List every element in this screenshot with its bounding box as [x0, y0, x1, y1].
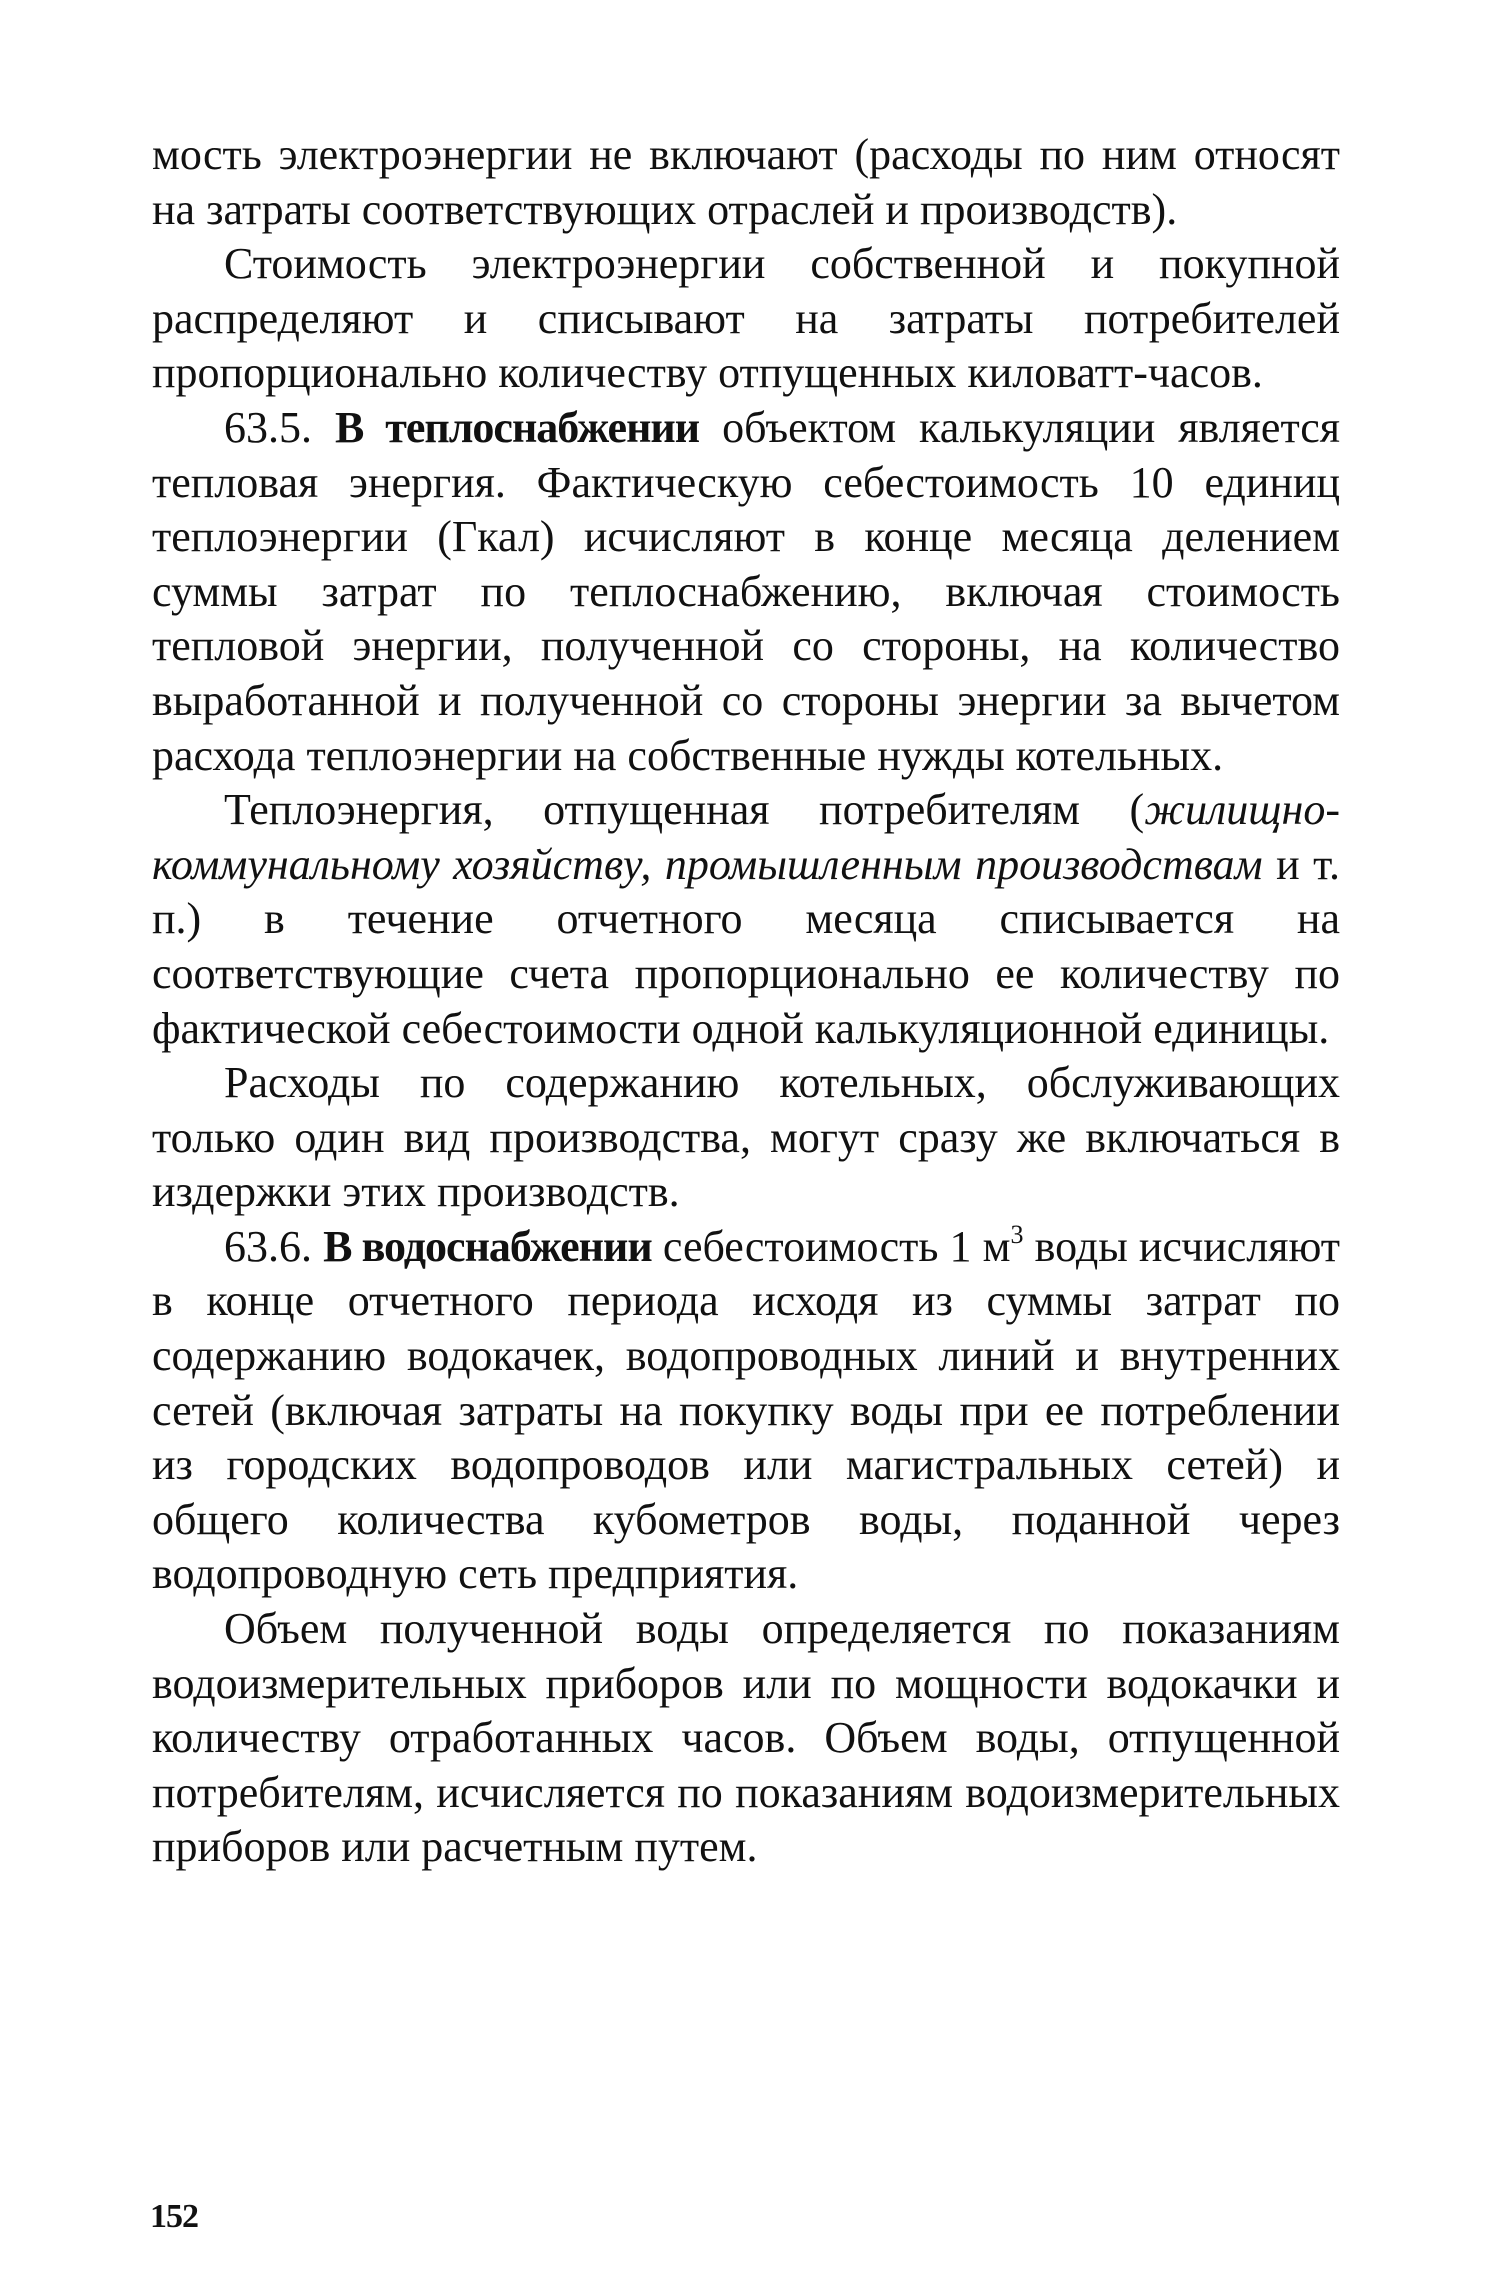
paragraph-heat-energy-release — [152, 783, 1340, 1056]
italic-consumer-types: жилищно-коммунальному хозяйству, промышленным производствам — [152, 785, 1340, 889]
paragraph-continuation: мость электроэнергии не включают (расходы по ним относят на затраты соответствующих отраслей и производств). — [152, 130, 1340, 234]
paragraph-water-supply — [152, 1220, 1340, 1602]
page-number: 152 — [150, 2198, 198, 2235]
section-number-63-5: 63.5. — [224, 402, 335, 452]
paragraph-water-volume: Объем полученной воды определяется по показаниям водоизмерительных приборов или по мощности водокачки и количеству отработанных часов. Объем воды, отпущенной потребителям, исчисляется по показаниям водоизмерительных приборов или расчетным путем. — [152, 1604, 1340, 1872]
paragraph-electricity-cost: Стоимость электроэнергии собственной и покупной распределяют и списывают на затраты потребителей пропорционально количеству отпущенных киловатт-часов. — [152, 239, 1340, 398]
section-number-63-6: 63.6. — [224, 1221, 324, 1271]
paragraph-heat-energy-text-end: и т. п.) в течение отчетного месяца списывается на соответствующие счета пропорционально ее количеству по фактической себестоимости одной калькуляционной единицы. — [152, 839, 1341, 1053]
paragraph-water-supply-text: воды исчисляют в конце отчетного периода исходя из суммы затрат по содержанию водокачек, водопроводных линий и внутренних сетей (включая затраты на покупку воды при ее потреблении из городских водопроводов или магистральных сетей) и общего количества кубометров воды, поданной через водопроводную сеть предприятия. — [152, 1221, 1341, 1599]
paragraph-boiler-expenses: Расходы по содержанию котельных, обслуживающих только один вид производства, могут сразу же включаться в издержки этих производств. — [152, 1058, 1340, 1217]
paragraph-heat-energy-text-start: Теплоэнергия, отпущенная потребителям ( — [224, 785, 1145, 835]
superscript-cubic: 3 — [1010, 1220, 1024, 1250]
section-heading-heat-supply: В теплоснабжении — [334, 402, 700, 452]
paragraph-water-supply-text-start: себестоимость 1 м — [651, 1221, 1011, 1271]
paragraph-heat-supply-text: объектом калькуляции является тепловая энергия. Фактическую себестоимость 10 единиц теплоэнергии (Гкал) исчисляют в конце месяца делением суммы затрат по теплоснабжению, включая стоимость тепловой энергии, полученной со стороны, на количество выработанной и полученной со стороны энергии за вычетом расхода теплоэнергии на собственные нужды котельных. — [152, 402, 1340, 780]
page-body — [152, 128, 1340, 1875]
paragraph-heat-supply — [152, 401, 1340, 783]
section-heading-water-supply: В водоснабжении — [323, 1221, 652, 1271]
